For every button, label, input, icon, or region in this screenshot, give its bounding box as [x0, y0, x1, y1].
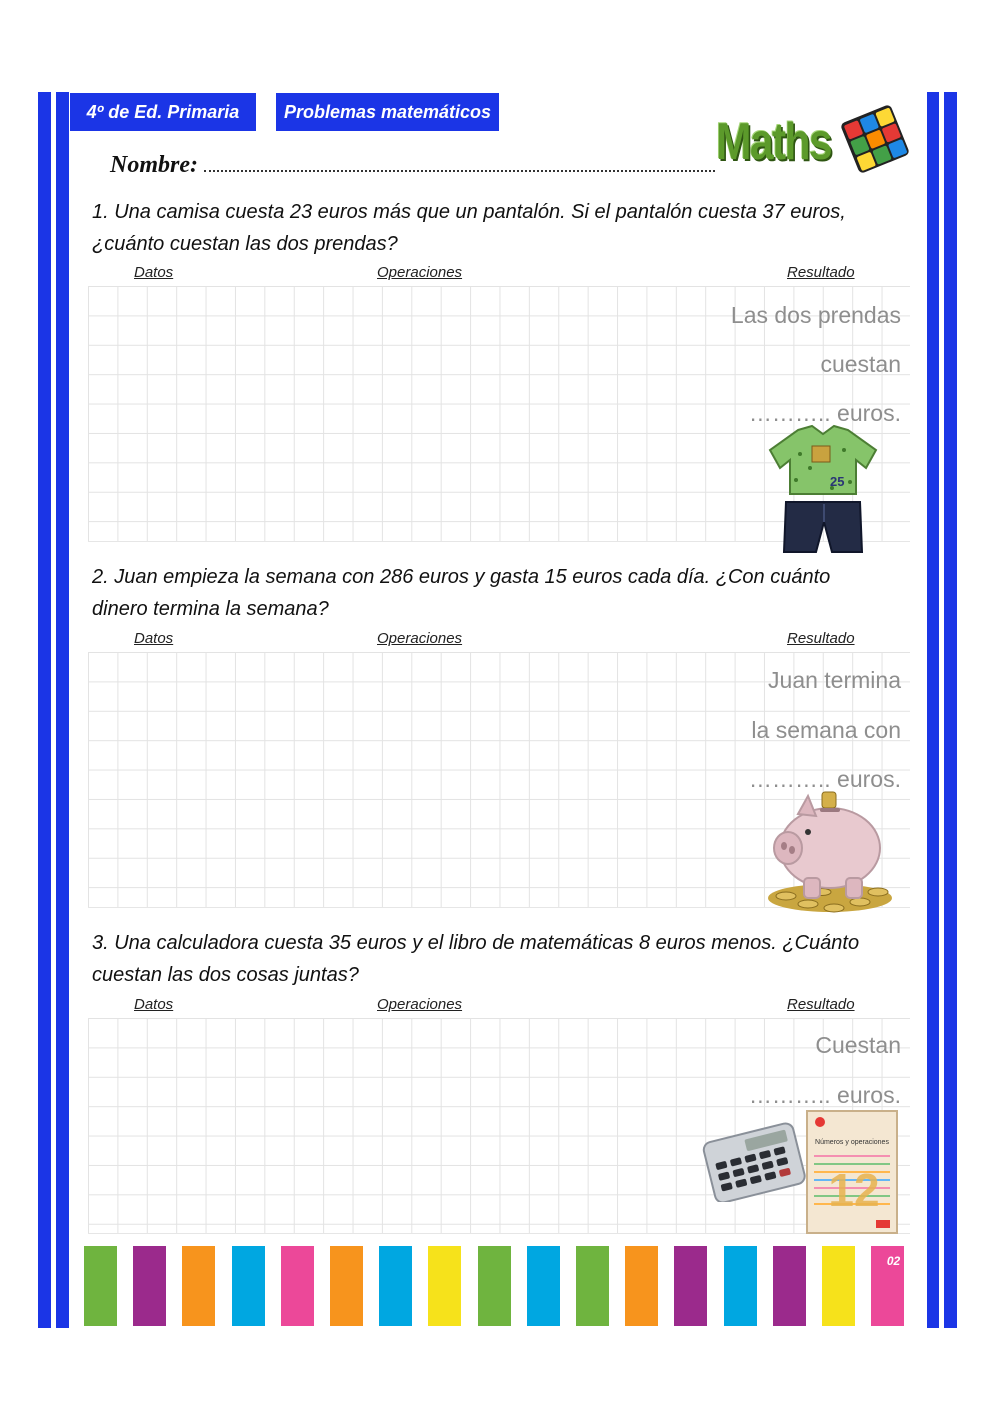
name-dotted-line	[204, 170, 715, 172]
problem-1-operaciones-header: Operaciones	[377, 264, 463, 281]
problem-1-answer-line-3: ……….. euros.	[748, 400, 901, 426]
footer-stripe	[822, 1246, 855, 1326]
problem-2-line-2: dinero termina la semana?	[92, 598, 329, 620]
maths-logo	[716, 106, 912, 180]
footer-stripe	[232, 1246, 265, 1326]
footer-stripe	[281, 1246, 314, 1326]
maths-logo-text: Maths	[716, 113, 832, 171]
calculator-icon	[702, 1122, 806, 1202]
problem-3-answer-line-1: Cuestan	[815, 1032, 901, 1058]
problem-3-operaciones-header: Operaciones	[377, 996, 463, 1013]
name-field[interactable]	[110, 146, 715, 180]
grade-label: 4º de Ed. Primaria	[86, 101, 240, 122]
problem-1-datos-header: Datos	[134, 264, 174, 281]
left-border-bar-outer	[38, 92, 51, 1328]
footer-stripe	[84, 1246, 117, 1326]
footer-stripe	[674, 1246, 707, 1326]
problem-2-statement	[92, 561, 912, 625]
right-border-bar-outer	[944, 92, 957, 1328]
footer-stripe	[379, 1246, 412, 1326]
problem-3-datos-header: Datos	[134, 996, 174, 1013]
problem-3-resultado-header: Resultado	[787, 996, 855, 1013]
footer-stripe	[478, 1246, 511, 1326]
footer-stripe	[724, 1246, 757, 1326]
footer-stripe	[576, 1246, 609, 1326]
problem-2-line-1: 2. Juan empieza la semana con 286 euros y gasta 15 euros cada día. ¿Con cuánto	[92, 566, 831, 588]
page-number: 02	[886, 1254, 901, 1268]
problem-2-answer-line-3: ……….. euros.	[748, 766, 901, 792]
book-title: Números y operaciones	[815, 1139, 889, 1146]
problem-3-line-2: cuestan las dos cosas juntas?	[92, 964, 359, 986]
footer-stripe	[133, 1246, 166, 1326]
footer-color-stripes	[84, 1246, 914, 1326]
grade-tab	[70, 93, 256, 131]
problem-1-line-1: 1. Una camisa cuesta 23 euros más que un pantalón. Si el pantalón cuesta 37 euros,	[92, 201, 846, 223]
footer-stripe	[330, 1246, 363, 1326]
footer-stripe	[625, 1246, 658, 1326]
problem-2-answer-line-2: la semana con	[751, 717, 901, 743]
clothes-icon	[766, 424, 880, 556]
book-number: 12	[828, 1164, 880, 1216]
piggy-bank-icon	[764, 786, 896, 918]
problem-2-datos-header: Datos	[134, 630, 174, 647]
right-border-bar-inner	[927, 92, 939, 1328]
problem-1-line-2: ¿cuánto cuestan las dos prendas?	[92, 233, 398, 255]
problem-3-statement	[92, 927, 912, 991]
left-border-bar-inner	[56, 92, 69, 1328]
footer-stripe	[428, 1246, 461, 1326]
problem-2-operaciones-header: Operaciones	[377, 630, 463, 647]
problem-1-resultado-header: Resultado	[787, 264, 855, 281]
footer-stripe	[182, 1246, 215, 1326]
problem-3-answer-line-2: ……….. euros.	[748, 1082, 901, 1108]
problem-1-statement	[92, 196, 912, 260]
problem-1-answer-line-1: Las dos prendas	[730, 302, 901, 328]
problem-2-answer-line-1: Juan termina	[768, 667, 901, 693]
shirt-number: 25	[830, 474, 845, 489]
problem-1-answer-line-2: cuestan	[820, 351, 901, 377]
rubiks-cube-icon	[836, 100, 914, 178]
math-book-icon	[806, 1110, 898, 1234]
footer-stripe	[527, 1246, 560, 1326]
problem-3-line-1: 3. Una calculadora cuesta 35 euros y el libro de matemáticas 8 euros menos. ¿Cuánto	[92, 932, 860, 954]
footer-stripe	[773, 1246, 806, 1326]
name-label: Nombre:	[110, 152, 198, 178]
subject-tab	[276, 93, 499, 131]
problem-2-resultado-header: Resultado	[787, 630, 855, 647]
subject-label: Problemas matemáticos	[283, 101, 492, 122]
